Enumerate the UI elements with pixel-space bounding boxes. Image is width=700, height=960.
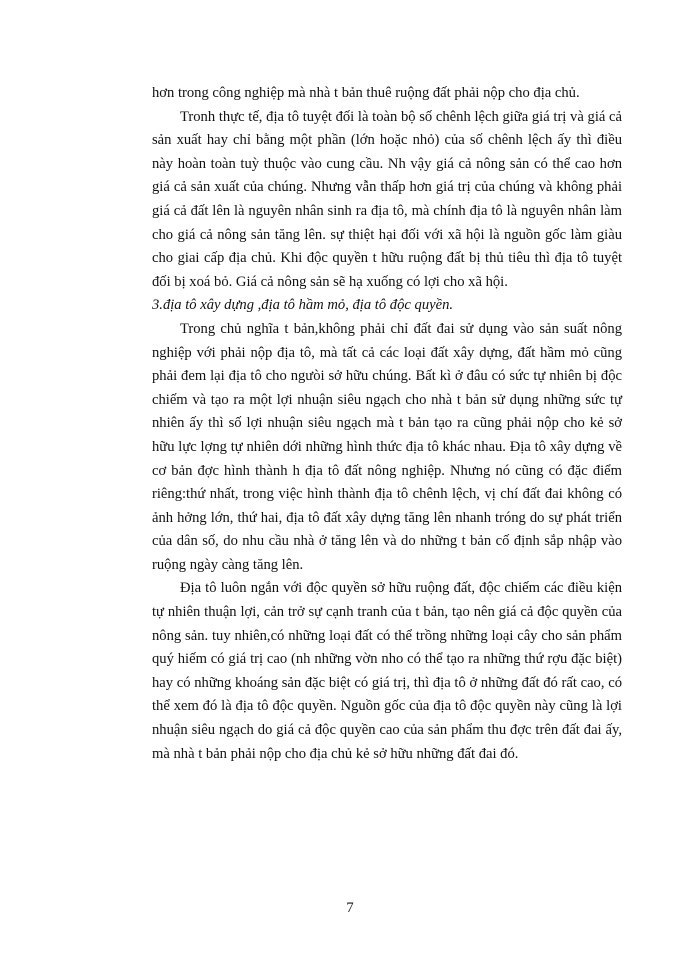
- paragraph-monopoly-rent: Địa tô luôn ngắn với độc quyền sở hữu ruộng đất, độc chiếm các điều kiện tự nhiên thuận lợi, cản trở sự cạnh tranh của t bản, tạo nên giá cả độc quyền của nông sản. tuy nhiên,có những loại đất có thể trồng những loại cây cho sản phẩm quý hiếm có giá trị cao (nh những vờn nho có thể tạo ra những thứ rợu đặc biệt) hay có những khoáng sản đặc biệt có giá trị, thì địa tô ở những đất đó rất cao, có thể xem đó là địa tô độc quyền. Nguồn gốc của địa tô độc quyền này cũng là lợi nhuận siêu ngạch do giá cả độc quyền cao của sản phẩm thu đợc trên đất đai ấy, mà nhà t bản phải nộp cho địa chủ kẻ sở hữu những đất đai đó.: [152, 580, 622, 762]
- paragraph-continuation: hơn trong công nghiệp mà nhà t bản thuê ruộng đất phải nộp cho địa chủ.: [152, 85, 580, 101]
- paragraph-absolute-rent: Tronh thực tế, địa tô tuyệt đối là toàn bộ số chênh lệch giữa giá trị và giá cả sản xuất hay chỉ bằng một phần (lớn hoặc nhỏ) của số chênh lệch ấy thì điều này hoàn toàn tuỳ thuộc vào cung cầu. Nh vậy giá cả nông sản có thể cao hơn giá cả sản xuất của chúng. Nhưng vẫn thấp hơn giá trị của chúng và không phải giá cả đất lên là nguyên nhân sinh ra địa tô, mà chính địa tô là nguyên nhân làm cho giá cả nông sản tăng lên. sự thiệt hại đối với xã hội là nguồn gốc làm giàu cho giai cấp địa chủ. Khi độc quyền t hữu ruộng đất bị thủ tiêu thì địa tô tuyệt đối bị xoá bỏ. Giá cả nông sản sẽ hạ xuống có lợi cho xã hội.: [152, 108, 622, 290]
- section-heading: 3.địa tô xây dựng ,địa tô hầm mỏ, địa tô độc quyền.: [152, 297, 454, 314]
- body-text: [152, 82, 622, 766]
- page-number: 7: [346, 900, 354, 916]
- paragraph-construction-rent: Trong chủ nghĩa t bản,không phải chỉ đất đai sử dụng vào sản suất nông nghiệp với phải nộp địa tô, mà tất cả các loại đất xây dựng, đất hầm mỏ cũng phải đem lại địa tô cho ngưòi sở hữu chúng. Bất kì ở đâu có sức tự nhiên bị độc chiếm và tạo ra một lợi nhuận siêu ngạch cho nhà t bản sử dụng những sức tự nhiên ấy thì số lợi nhuận siêu ngạch mà t bản tạo ra cũng phải nộp cho kẻ sở hữu lực lợng tự nhiên dới những hình thức địa tô khác nhau. Địa tô xây dựng về cơ bản đợc hình thành h địa tô đất nông nghiệp. Nhưng nó cũng có đặc điểm riêng:thứ nhất, trong việc hình thành địa tô chênh lệch, vị chí đất đai không có ảnh hởng lớn, thứ hai, địa tô đất xây dựng tăng lên nhanh tróng do sự phát triển của dân số, do nhu cầu nhà ở tăng lên và do những t bản cố định sắp nhập vào ruộng ngày càng tăng lên.: [152, 320, 622, 573]
